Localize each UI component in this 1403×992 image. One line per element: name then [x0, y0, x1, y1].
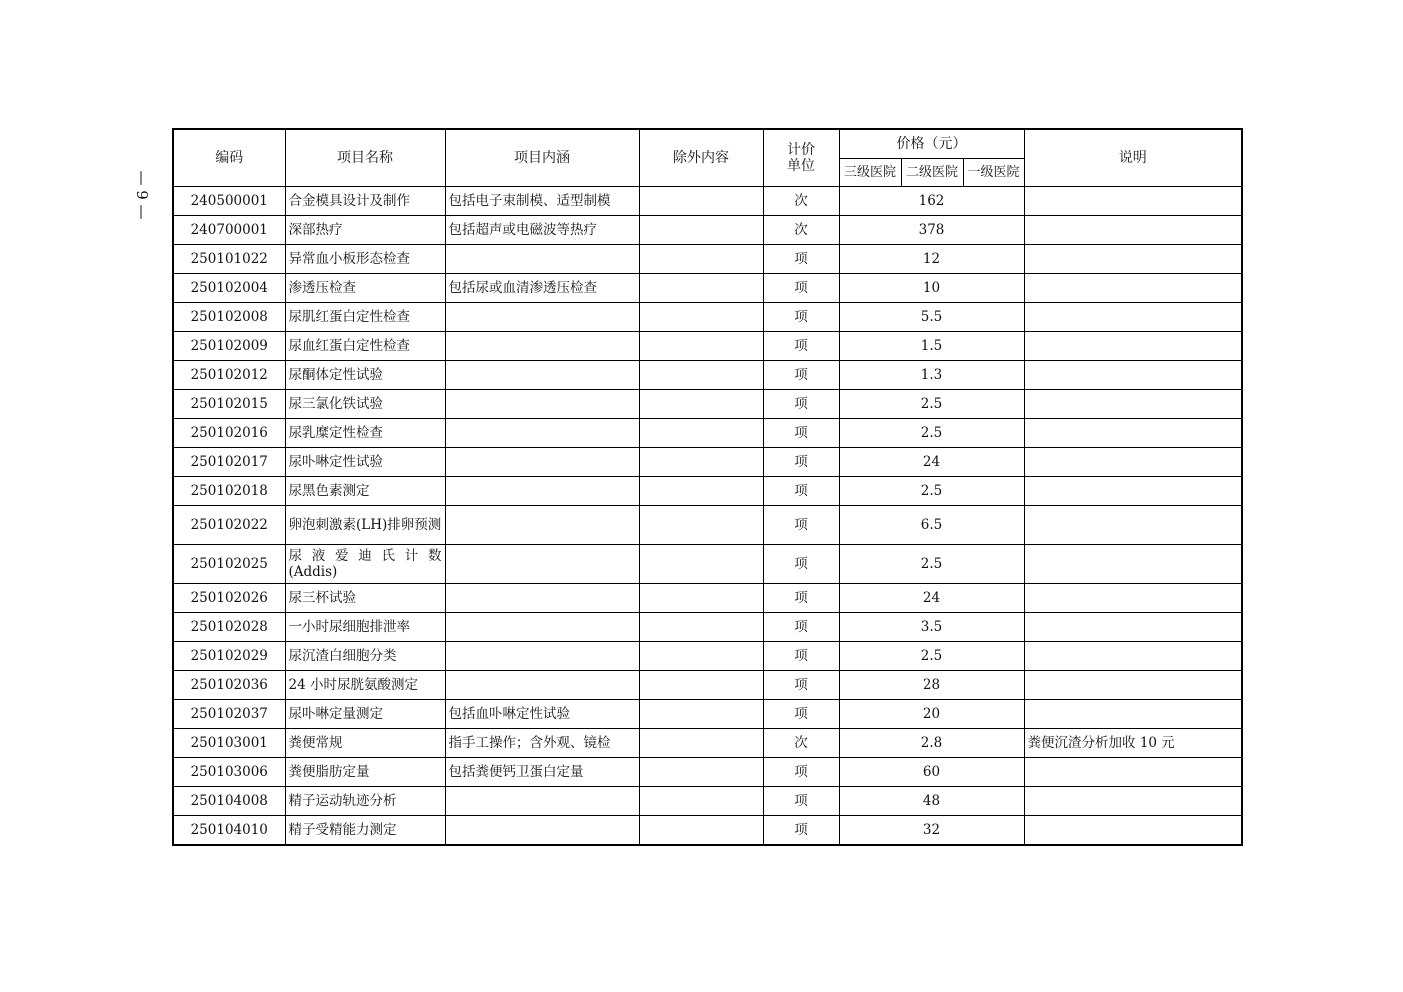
cell-unit: 项 — [763, 816, 839, 845]
cell-note — [1024, 477, 1242, 506]
cell-unit: 项 — [763, 584, 839, 613]
cell-price: 5.5 — [839, 303, 1024, 332]
header-unit — [763, 129, 839, 187]
cell-unit: 项 — [763, 613, 839, 642]
cell-unit: 项 — [763, 361, 839, 390]
cell-price: 10 — [839, 274, 1024, 303]
cell-code: 250104008 — [173, 787, 285, 816]
cell-note — [1024, 758, 1242, 787]
cell-content: 包括血卟啉定性试验 — [445, 700, 639, 729]
cell-price: 378 — [839, 216, 1024, 245]
cell-content — [445, 477, 639, 506]
cell-name: 尿三杯试验 — [285, 584, 445, 613]
cell-unit: 项 — [763, 448, 839, 477]
cell-name: 尿卟啉定量测定 — [285, 700, 445, 729]
cell-except — [639, 642, 763, 671]
table-row — [173, 419, 1242, 448]
cell-price: 20 — [839, 700, 1024, 729]
cell-note — [1024, 584, 1242, 613]
cell-unit: 项 — [763, 758, 839, 787]
cell-price: 162 — [839, 187, 1024, 216]
cell-except — [639, 390, 763, 419]
cell-note — [1024, 245, 1242, 274]
table-body — [173, 187, 1242, 845]
cell-name: 渗透压检查 — [285, 274, 445, 303]
cell-except — [639, 671, 763, 700]
cell-unit: 项 — [763, 545, 839, 584]
cell-name: 尿乳糜定性检查 — [285, 419, 445, 448]
cell-except — [639, 477, 763, 506]
cell-except — [639, 506, 763, 545]
cell-code: 250102029 — [173, 642, 285, 671]
cell-name: 尿血红蛋白定性检查 — [285, 332, 445, 361]
cell-note — [1024, 545, 1242, 584]
cell-note — [1024, 419, 1242, 448]
cell-name: 粪便常规 — [285, 729, 445, 758]
page-number: — 9 — — [133, 170, 151, 220]
cell-code: 250102025 — [173, 545, 285, 584]
cell-code: 250102004 — [173, 274, 285, 303]
cell-name: 合金模具设计及制作 — [285, 187, 445, 216]
cell-price: 32 — [839, 816, 1024, 845]
cell-except — [639, 584, 763, 613]
cell-unit: 项 — [763, 787, 839, 816]
table-row — [173, 671, 1242, 700]
cell-note — [1024, 332, 1242, 361]
cell-note — [1024, 274, 1242, 303]
cell-unit: 项 — [763, 671, 839, 700]
table-row — [173, 545, 1242, 584]
cell-content: 包括超声或电磁波等热疗 — [445, 216, 639, 245]
header-content: 项目内涵 — [445, 129, 639, 187]
cell-content — [445, 332, 639, 361]
cell-content — [445, 642, 639, 671]
table-row — [173, 700, 1242, 729]
cell-content: 包括尿或血清渗透压检查 — [445, 274, 639, 303]
cell-note — [1024, 642, 1242, 671]
cell-unit: 项 — [763, 642, 839, 671]
cell-code: 240700001 — [173, 216, 285, 245]
cell-content: 包括电子束制模、适型制模 — [445, 187, 639, 216]
cell-name: 尿三氯化铁试验 — [285, 390, 445, 419]
cell-content — [445, 448, 639, 477]
cell-content — [445, 584, 639, 613]
cell-code: 250102028 — [173, 613, 285, 642]
table-row — [173, 187, 1242, 216]
table-row — [173, 448, 1242, 477]
header-unit-line1: 计价 — [787, 142, 815, 158]
cell-price: 12 — [839, 245, 1024, 274]
cell-except — [639, 448, 763, 477]
cell-note — [1024, 187, 1242, 216]
cell-except — [639, 729, 763, 758]
cell-price: 3.5 — [839, 613, 1024, 642]
cell-code: 250102036 — [173, 671, 285, 700]
cell-content — [445, 390, 639, 419]
cell-note — [1024, 671, 1242, 700]
cell-code: 250102015 — [173, 390, 285, 419]
cell-except — [639, 187, 763, 216]
cell-price: 1.5 — [839, 332, 1024, 361]
cell-content — [445, 361, 639, 390]
header-unit-line2: 单位 — [787, 158, 815, 174]
table-row — [173, 361, 1242, 390]
cell-unit: 项 — [763, 245, 839, 274]
table-row — [173, 477, 1242, 506]
cell-price: 60 — [839, 758, 1024, 787]
cell-price: 6.5 — [839, 506, 1024, 545]
cell-except — [639, 274, 763, 303]
header-note: 说明 — [1024, 129, 1242, 187]
cell-name: 深部热疗 — [285, 216, 445, 245]
cell-except — [639, 216, 763, 245]
cell-price: 2.5 — [839, 545, 1024, 584]
cell-name: 粪便脂肪定量 — [285, 758, 445, 787]
cell-note — [1024, 613, 1242, 642]
cell-code: 240500001 — [173, 187, 285, 216]
cell-name: 精子运动轨迹分析 — [285, 787, 445, 816]
cell-unit: 项 — [763, 332, 839, 361]
cell-unit: 项 — [763, 390, 839, 419]
cell-unit: 项 — [763, 700, 839, 729]
cell-note — [1024, 787, 1242, 816]
cell-note — [1024, 448, 1242, 477]
cell-content — [445, 245, 639, 274]
cell-content — [445, 419, 639, 448]
cell-content — [445, 613, 639, 642]
cell-price: 24 — [839, 448, 1024, 477]
header-code: 编码 — [173, 129, 285, 187]
cell-name: 尿酮体定性试验 — [285, 361, 445, 390]
cell-note — [1024, 216, 1242, 245]
cell-content: 包括粪便钙卫蛋白定量 — [445, 758, 639, 787]
cell-price: 2.5 — [839, 477, 1024, 506]
table-row — [173, 642, 1242, 671]
cell-code: 250103006 — [173, 758, 285, 787]
cell-content — [445, 545, 639, 584]
table-row — [173, 816, 1242, 845]
cell-except — [639, 545, 763, 584]
cell-price: 1.3 — [839, 361, 1024, 390]
cell-except — [639, 245, 763, 274]
table-row — [173, 332, 1242, 361]
cell-unit: 项 — [763, 303, 839, 332]
cell-except — [639, 700, 763, 729]
cell-name: 尿沉渣白细胞分类 — [285, 642, 445, 671]
cell-unit: 项 — [763, 274, 839, 303]
cell-code: 250102016 — [173, 419, 285, 448]
cell-code: 250104010 — [173, 816, 285, 845]
table-row — [173, 584, 1242, 613]
cell-price: 48 — [839, 787, 1024, 816]
cell-code: 250102009 — [173, 332, 285, 361]
cell-code: 250102017 — [173, 448, 285, 477]
cell-content — [445, 671, 639, 700]
cell-note — [1024, 303, 1242, 332]
cell-price: 2.5 — [839, 642, 1024, 671]
table-row — [173, 506, 1242, 545]
cell-unit: 项 — [763, 506, 839, 545]
header-except: 除外内容 — [639, 129, 763, 187]
table-row — [173, 787, 1242, 816]
cell-code: 250101022 — [173, 245, 285, 274]
cell-except — [639, 758, 763, 787]
cell-unit: 项 — [763, 477, 839, 506]
cell-except — [639, 419, 763, 448]
table-row — [173, 303, 1242, 332]
cell-name: 24 小时尿胱氨酸测定 — [285, 671, 445, 700]
header-level2: 二级医院 — [901, 159, 963, 187]
table-row — [173, 758, 1242, 787]
header-level3: 三级医院 — [839, 159, 901, 187]
cell-code: 250102018 — [173, 477, 285, 506]
cell-code: 250102037 — [173, 700, 285, 729]
table-header — [173, 129, 1242, 187]
cell-content — [445, 816, 639, 845]
cell-content — [445, 787, 639, 816]
cell-code: 250102008 — [173, 303, 285, 332]
cell-price: 2.8 — [839, 729, 1024, 758]
cell-price: 2.5 — [839, 419, 1024, 448]
cell-except — [639, 361, 763, 390]
cell-name: 精子受精能力测定 — [285, 816, 445, 845]
cell-content — [445, 506, 639, 545]
table-row — [173, 390, 1242, 419]
table-row — [173, 274, 1242, 303]
cell-note: 粪便沉渣分析加收 10 元 — [1024, 729, 1242, 758]
cell-name: 异常血小板形态检查 — [285, 245, 445, 274]
cell-except — [639, 332, 763, 361]
cell-note — [1024, 361, 1242, 390]
cell-content — [445, 303, 639, 332]
cell-name: 卵泡刺激素(LH)排卵预测 — [285, 506, 445, 545]
cell-except — [639, 613, 763, 642]
cell-code: 250102012 — [173, 361, 285, 390]
header-name: 项目名称 — [285, 129, 445, 187]
cell-name: 尿 液 爱 迪 氏 计 数 (Addis) — [285, 545, 445, 584]
cell-note — [1024, 700, 1242, 729]
cell-price: 24 — [839, 584, 1024, 613]
price-table — [172, 128, 1243, 846]
header-level1: 一级医院 — [963, 159, 1024, 187]
cell-note — [1024, 390, 1242, 419]
cell-note — [1024, 506, 1242, 545]
cell-content: 指手工操作；含外观、镜检 — [445, 729, 639, 758]
cell-code: 250102026 — [173, 584, 285, 613]
table-row — [173, 729, 1242, 758]
cell-unit: 项 — [763, 419, 839, 448]
cell-name: 尿黑色素测定 — [285, 477, 445, 506]
cell-except — [639, 303, 763, 332]
cell-unit: 次 — [763, 216, 839, 245]
cell-code: 250102022 — [173, 506, 285, 545]
cell-except — [639, 816, 763, 845]
cell-name: 一小时尿细胞排泄率 — [285, 613, 445, 642]
cell-code: 250103001 — [173, 729, 285, 758]
cell-note — [1024, 816, 1242, 845]
header-price: 价格（元） — [839, 129, 1024, 159]
cell-name: 尿卟啉定性试验 — [285, 448, 445, 477]
cell-unit: 次 — [763, 729, 839, 758]
table-row — [173, 245, 1242, 274]
table-row — [173, 613, 1242, 642]
cell-name: 尿肌红蛋白定性检查 — [285, 303, 445, 332]
cell-price: 28 — [839, 671, 1024, 700]
table-row — [173, 216, 1242, 245]
cell-except — [639, 787, 763, 816]
cell-unit: 次 — [763, 187, 839, 216]
cell-price: 2.5 — [839, 390, 1024, 419]
